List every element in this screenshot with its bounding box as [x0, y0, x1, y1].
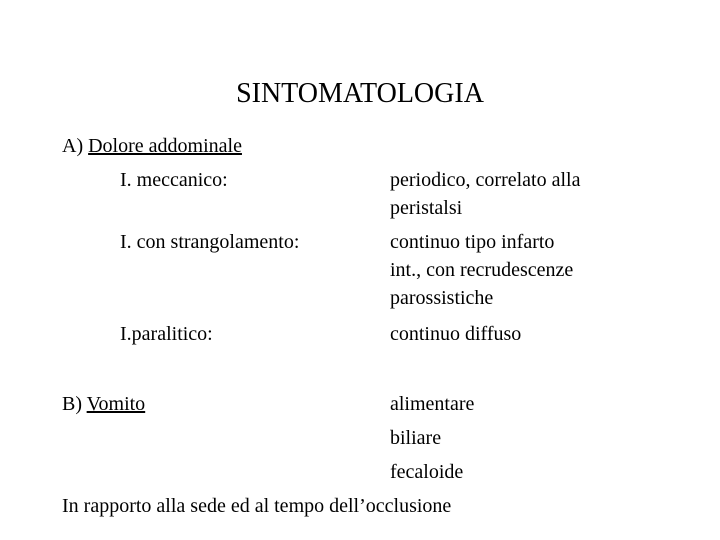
section-a-heading [62, 132, 242, 160]
footer-note: In rapporto alla sede ed al tempo dell’occlusione [62, 495, 452, 517]
section-b-prefix: B) [62, 393, 87, 415]
row-strangolamento-desc-3: parossistiche [390, 287, 494, 309]
row-meccanico-label: I. meccanico: [120, 169, 228, 191]
section-a-prefix: A) [62, 135, 89, 157]
section-b-heading [62, 390, 145, 418]
section-a-title: Dolore addominale [88, 135, 242, 157]
row-strangolamento-desc-1: continuo tipo infarto [390, 231, 555, 253]
vomito-type-3: fecaloide [390, 461, 464, 483]
slide-title: SINTOMATOLOGIA [236, 78, 484, 109]
row-paralitico-desc-1: continuo diffuso [390, 323, 522, 345]
row-meccanico-desc-2: peristalsi [390, 197, 463, 219]
row-strangolamento-label: I. con strangolamento: [120, 231, 300, 253]
vomito-type-1: alimentare [390, 393, 475, 415]
row-strangolamento-desc-2: int., con recrudescenze [390, 259, 574, 281]
row-meccanico-desc-1: periodico, correlato alla [390, 169, 581, 191]
section-b-title: Vomito [86, 393, 146, 415]
row-paralitico-label: I.paralitico: [120, 323, 213, 345]
vomito-type-2: biliare [390, 427, 442, 449]
